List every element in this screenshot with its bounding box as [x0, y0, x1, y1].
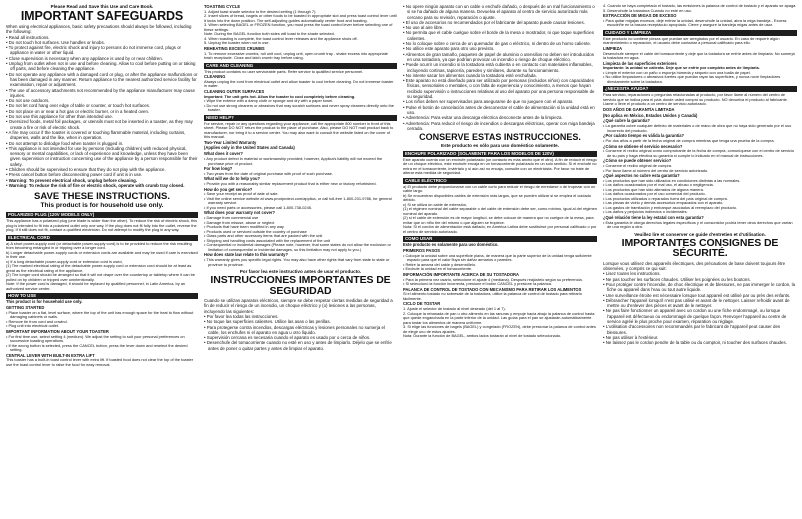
cord-item: a) A short power-supply cord (or detachable power-supply cord) is to be provided to reduce the risk resulting from becoming entangled in or tripping over a longer cord.	[6, 240, 192, 251]
important-info-item: • If the wrong button is selected, press the CANCEL button, press the lever down and reselect the desired setting.	[6, 342, 188, 353]
french-read-note: Veuillez lire et conserver ce guide d'entretien et d'utilisation.	[634, 231, 766, 237]
spanish-cycle-heading: CICLO DE TOSTAR	[403, 301, 441, 307]
warranty-exclusion: • Damage from misuse, abuse or neglect	[204, 219, 275, 225]
cord-item: b) Longer detachable power-supply cords or extension cords are available and may be used if care is exercised in their use.	[6, 249, 198, 260]
warranty-question: What does your warranty not cover?	[204, 210, 275, 216]
spanish-crumbs-heading: EXTRACCIÓN DE MIGAS DE EXCESO	[603, 13, 677, 18]
getting-started-item: • Plug unit into electrical outlet.	[6, 323, 60, 329]
electrical-cord-header: ELECTRICAL CORD	[6, 235, 198, 241]
spanish-info-item: • Si seleccionó la función incorrecta, presione el botón CANCEL y presione la palanca.	[403, 281, 552, 287]
warranty-question: How do you get service?	[204, 186, 253, 192]
french-intro: Lorsque vous utilisez des appareils électriques, des précautions de base doivent toujours être observées, y compris ce qui suit:	[603, 260, 786, 272]
spanish-save-title: CONSERVE ESTAS INSTRUCCIONES.	[419, 132, 581, 143]
french-safeguard-item: • Une surveillance étroite est nécessaire lorsque tout appareil est utilisé par ou près des enfants.	[603, 292, 791, 298]
safeguard-item: • Children should be supervised to ensure that they do not play with the appliance.	[6, 167, 166, 173]
spanish-exterior-warning: Importante: la unidad se calienta. Deje que se enfríe por completo antes de limpiarla.	[603, 65, 760, 71]
toasting-step: 1. Adjust toast shade selector to the desired setting (1 through 7).	[204, 8, 317, 14]
safeguard-warning: • Warning: To reduce the risk of fire or electric shock, operate with crumb tray closed.	[6, 182, 185, 188]
spanish-safeguard-item: • Alimentos de gran tamaño, paquetes de papel de aluminio o utensilios no deben ser introducidos en una tostadora, ya que podrían provocar un incendio o riesgo de choque eléctrico.	[403, 51, 594, 62]
safeguards-intro: When using electrical appliances, basic safety precautions should always be followed, including the following:	[6, 24, 192, 35]
important-info-heading: IMPORTANT INFORMATION ABOUT YOUR TOASTER	[6, 328, 109, 334]
spanish-cable-item: (1) el régimen nominal del cable separable o del cable de extensión debe ser, como mínimo, igual al del régimen nominal del aparato.	[403, 206, 597, 216]
read-save-note: Please Read and Save this Use and Care Book.	[50, 4, 154, 9]
spanish-safeguard-item: • El uso de accesorios no recomendados por el fabricante del aparato puede causar lesiones.	[403, 19, 585, 25]
safeguard-warning: • Warning: To prevent electrical shock, unplug before cleaning.	[6, 177, 138, 183]
household-use-subtitle: This product is for household use only.	[40, 201, 164, 209]
outer-surfaces-item: • Wipe the exterior with a damp cloth or sponge and dry with a paper towel.	[204, 98, 334, 104]
spanish-safeguard-item: • Pulse el botón de cancelación antes de desconectar el cable de alimentación si la unidad está en uso.	[403, 104, 595, 115]
safeguards-list	[6, 35, 198, 189]
how-to-use-header: HOW TO USE	[6, 293, 198, 299]
safeguard-item: • Do not let cord hang over edge of table or counter, or touch hot surfaces.	[6, 103, 151, 109]
spanish-help-header: ¿NECESITA AYUDA?	[603, 86, 797, 92]
spanish-help-text: Para servicio, reparaciones o preguntas relacionadas al producto, por favor llame al número del centro de servicio que se indica para el país donde usted compró su producto. NO devuelva el producto al fabricante. Llame o lleve el producto a un centro de servicio autorizado.	[603, 92, 788, 107]
warranty-answer: • Provide you with a reasonably similar replacement product that is either new or factory refurbished.	[204, 181, 377, 187]
toasting-note: Note: During the BAGEL function both sides will toast to the shade selected.	[204, 31, 335, 37]
spanish-cycle-step: 1. Ajuste el selector de tostado al nivel deseado (del 1 al 7).	[403, 306, 506, 312]
spanish-cleaning-heading: LIMPIEZA	[603, 45, 623, 51]
spanish-info-heading: INFORMACIÓN IMPORTANTE ACERCA DE SU TOSTADORA	[403, 271, 519, 277]
warranty-exclusion: • Shipping and handling costs associated with the replacement of the unit	[204, 237, 330, 243]
safeguard-item: • Press cancel button before disconnecting power cord if unit is in use.	[6, 172, 143, 178]
spanish-warranty-question: ¿Qué aspectos no cubre esta garantía?	[603, 173, 680, 179]
safeguard-item: • The use of accessory attachments not recommended by the appliance manufacturer may cause injuries.	[6, 87, 195, 98]
warranty-answer: • This warranty gives you specific legal rights. You may also have other rights that vary from state to state or province to province.	[204, 257, 390, 267]
save-instructions-title: SAVE THESE INSTRUCTIONS.	[33, 191, 170, 203]
safeguard-item: • Unplug from outlet when not in use and before cleaning. Allow to cool before putting on or taking off parts, and before cleaning the appliance.	[6, 61, 196, 72]
french-safeguard-item: • Ne pas faire fonctionner un appareil avec un cordon ou une fiche endommagé, ou lorsque l'appareil est défectueux ou endommagé de quelque façon. Renvoyer l'appareil au centre de service agréé le plus proche pour examen, réparation ou réglage.	[603, 308, 787, 325]
french-safeguard-item: • Débrancher l'appareil lorsqu'il n'est pas utilisé et avant de le nettoyer. Laisser refroidir avant de mettre ou d'enlever des pièces et avant de le nettoyer.	[603, 297, 790, 309]
spanish-warranty-exclusion: • Los productos utilizados o reparados fuera del país original de compra.	[603, 195, 728, 201]
spanish-warranty-answer: • Esta garantía le otorga derechos legales específicos y el consumidor podría tener otros derechos que varían de una región a otra.	[603, 219, 793, 230]
warranty-answer: • Two years from the date of original purchase with proof of such purchase.	[204, 170, 333, 176]
cord-item: c) If a long detachable power-supply cord or extension cord is used,	[6, 258, 123, 264]
spanish-safeguard-item: • Puede ocurrir un incendio si la tostadora está cubierta o en contacto con materiales inflamables, incluyendo cortinas, tapicería, paredes y similares, durante su funcionamiento.	[403, 62, 593, 73]
spanish-first-step: • Coloque la unidad sobre una superficie plana, de manera que la parte superior de la unidad tenga suficiente espacio para que el calor fluya sin dañar armarios o paredes.	[403, 252, 592, 263]
spanish-safeguard-item: • No use al aire libre.	[403, 25, 444, 31]
safeguard-item: • Do not place on or near a hot gas or electric burner, or in a heated oven.	[6, 108, 150, 114]
spanish-safeguard-item: • Los niños deben ser supervisados para asegurarse de que no jueguen con el aparato.	[403, 99, 574, 105]
spanish-cable-item: a) El producto debe proporcionarse con un cable corto para reducir el riesgo de enredarse o de tropezar con un cable largo.	[403, 183, 596, 194]
spanish-warranty-answer: • Por favor llame al número del centro de servicio autorizado.	[603, 167, 709, 173]
spanish-safeguard-item: • No toque las superficies calientes. Utilice las asas o las perillas.	[204, 319, 331, 325]
crumbs-heading: REHEATING EXCESS CRUMBS	[204, 45, 265, 51]
spanish-warranty-answer: • Conserve el recibo original como comprobante de la fecha de compra, comuníquese con el centro de servicio de su país y haga efectiva su garantía si cumple lo indicado en el manual de instrucciones.	[603, 148, 795, 158]
spanish-warranty-exclusion: • Los gastos de tramitación y embarque asociados al reemplazo del producto.	[603, 204, 737, 210]
getting-started-item: • Place toaster on a flat, level surface, where the top of the unit has enough space for the heat to flow without damaging cabinets or walls.	[6, 309, 194, 320]
spanish-cable-item: c) Si se utiliza un cable de extensión,	[403, 201, 468, 207]
spanish-warranty-question: ¿Por cuánto tiempo es válida la garantía?	[603, 133, 684, 139]
safeguard-item: • Do not use outdoors.	[6, 98, 50, 104]
column-spanish-french	[603, 4, 797, 516]
safeguards-title: IMPORTANT SAFEGUARDS	[20, 9, 184, 23]
warranty-exclusion: • Products that have been modified in any way	[204, 224, 284, 230]
warranty-question: For how long?	[204, 166, 233, 172]
getting-started-heading: GETTING STARTED	[6, 305, 45, 310]
french-safeguard-item: • Ne laissez pas le cordon pendre de la table ou du comptoir, ni toucher des surfaces chaudes.	[603, 340, 787, 346]
french-safeguards-title: IMPORTANTES CONSIGNES DE SÉCURITÉ.	[621, 236, 779, 260]
spanish-safeguard-item: • Este aparato no está diseñado para ser utilizado por personas (incluidos niños) con capacidades físicas, sensoriales o mentales, o con falta de experiencia y conocimiento, a menos que hayan recibido supervisión o instrucciones relativas al uso del aparato por una persona responsable de su seguridad.	[403, 78, 595, 100]
spanish-first-steps-heading: PRIMEROS PASOS	[403, 247, 441, 253]
toasting-step: 4. When toasting is complete, the toast control lever releases and the appliance shuts off.	[204, 35, 358, 41]
spanish-warranty-question: ¿Qué relación tiene la ley estatal con esta garantía?	[603, 214, 704, 220]
safeguard-item: • Oversized foods, metal foil packages, or utensils must not be inserted in a toaster, as they may create a fire or risk of electric shock.	[6, 119, 193, 130]
column-spanish-instructions	[403, 4, 597, 516]
french-safeguard-item: • Ne pas utiliser à l'extérieur.	[603, 334, 659, 340]
crumbs-text: 1. To remove excessive crumbs, roll unit cool, unplug unit, open crumb tray - shake excess into appropriate trash receptacle. Close and latch crumb tray before using.	[204, 50, 388, 61]
spanish-info-item: • Para la primera vez usarlo, seleccione el ajuste 4 (mediana). Después reajústelo según su preferencia.	[403, 276, 583, 282]
safeguard-item: • Do not use this appliance for other than intended use.	[6, 114, 113, 120]
spanish-warranty-question: ¿Cómo se obtiene el servicio necesario?	[603, 143, 683, 149]
spanish-care-header: CUIDADO Y LIMPIEZA	[603, 30, 797, 36]
spanish-safeguard-item: • No intente sacar los alimentos cuando la tostadora esté enchufada.	[403, 72, 537, 78]
warranty-exclusion: • Consequential or incidental damages (Please note, however, that some states do not allow the exclusion or limitation of consequential or incidental damages, so this limitation may not apply to you.)	[204, 242, 391, 252]
spanish-exterior-item: • No utilice limpiadores o abrasivos fuertes que puedan rayar las superficies, y nunca rocíe limpiadores directamente sobre la tostadora.	[603, 74, 781, 84]
need-help-header: NEED HELP?	[204, 115, 397, 121]
spanish-cycle-step: 3. Si elige las funciones de bagels (BAGEL) y congelado (FROZEN), debe presionar la palanca de control antes de elegir uno de estos ajustes.	[403, 324, 596, 334]
spanish-household-line: Este producto es solamente para uso doméstico.	[403, 242, 499, 248]
spanish-safeguard-item: • Para protegerse contra incendios, descargas eléctricas y lesiones personales no sumerja el cable, los enchufes ni el aparato en agua u otro líquido.	[204, 324, 385, 335]
spanish-warranty-exclusion: • Las piezas de vidrio y demás accesorios empacados con el aparato.	[603, 200, 724, 206]
french-safeguard-item: • Lisez toutes les instructions.	[603, 271, 661, 277]
warranty-answer: • If you need parts or accessories, please call 1-800-738-0245.	[204, 204, 312, 210]
spanish-safeguard-item: • No lo coloque sobre o cerca de un quemador de gas o eléctrico, ni dentro de un horno caliente.	[403, 41, 592, 47]
warranty-question: What will we do to help you?	[204, 176, 260, 182]
spanish-warranty-answer: • Por dos años a partir de la fecha original de compra mientras que tenga una prueba de la compra.	[603, 138, 775, 144]
safeguard-item: • This appliance is not intended for use by persons (including children) with reduced physical, sensory or mental capabilities, or lack of experience and knowledge, unless they have been given supervision or instruction concerning use of the appliance by a person responsible for their safety.	[6, 145, 198, 167]
safeguard-item: • Do not operate any appliance with a damaged cord or plug, or after the appliance malfunctions or has been damaged in any manner. Return appliance to the nearest authorized service facility for examination, repair or adjustment.	[6, 71, 198, 88]
warranty-subheading: (Applies only in the United States and Canada)	[204, 145, 295, 151]
spanish-cycle-step: 5. Desenchufe la tostadora Cuando no esté en uso.	[603, 7, 692, 13]
polarized-plug-text: This appliance has a polarized plug (one blade is wider than the other). To reduce the risk of electric shock, this plug is intended to fit into a polarized outlet only one way. If the plug does not fit fully into the outlet, reverse the plug. If it still does not fit, contact a qualified electrician. Do not attempt to modify the plug in any way.	[6, 218, 198, 233]
spanish-cycle-step: 4. Cuando se haya completado el tostado, las emisiones la palanca de control de tostado y el aparato se apaga.	[603, 4, 797, 8]
warranty-question: How does state law relate to this warranty?	[204, 252, 288, 258]
warranty-question: What does it cover?	[204, 151, 243, 157]
spanish-lever-text: Si el alimento tostado no sobresale de la tostadora, utilice la palanca de control de tostado para retirarlo fácilmente.	[403, 291, 582, 301]
cord-item: (2) The longer cord should be arranged so that it will not drape over the countertop or tabletop where it can be pulled on by children or tripped over unintentionally.	[6, 272, 195, 282]
warranty-heading: Two-Year Limited Warranty	[204, 139, 257, 145]
spanish-intro: Cuando se utilizan aparatos eléctricos, siempre se debe respetar ciertas medidas de seguridad a fin de reducir el riesgo de un incendio, un choque eléctrico y (o) lesiones a las personas, incluyendo las siguientes:	[204, 298, 393, 314]
warranty-exclusion: • Damage from commercial use	[204, 215, 259, 221]
spanish-warranty-exclusion: • Los daños ocasionados por el mal uso, el abuso o negligencia.	[603, 182, 714, 188]
spanish-polarized-header: ENCHUFE POLARIZADO (SOLAMENTE PARA LOS MODELOS DE 120V)	[403, 151, 597, 157]
cord-note: Note: If the power cord is damaged, it should be replaced by qualified personnel; in Latin America, by an authorized service center.	[6, 281, 186, 291]
spanish-cycle-note: Nota: Durante la función de BAGEL, ambos lados tostarán al nivel de tostado seleccionado.	[403, 333, 562, 339]
spanish-cable-item: b) Se encuentran disponibles cables de extensión más largos, que se pueden utilizar si se emplea el cuidado debido.	[403, 192, 591, 203]
column-english-use-warranty	[204, 4, 397, 516]
spanish-lever-heading: PALANCA DE CONTROL DE TOSTADO CON MECANISMO PARA RETIRAR LOS ALIMENTOS	[403, 286, 582, 292]
cord-item: (1) The marked electrical rating of the detachable power-supply cord or extension cord should be at least as great as the electrical rating of the appliance,	[6, 263, 192, 273]
outer-surfaces-heading: CLEANING OUTER SURFACES	[204, 88, 265, 94]
important-info-item: • For first time use, select setting 4 (medium). We adjust the setting to suit your personal preferences on successive toasting operations.	[6, 333, 185, 344]
care-text: This product contains no user serviceable parts. Refer service to qualified service personnel.	[204, 68, 364, 74]
spanish-exterior-heading: Limpieza de las superficies exteriores	[603, 60, 677, 66]
polarized-plug-header: POLARIZED PLUG (120V MODELS ONLY)	[6, 212, 198, 218]
getting-started-item: • Remove tie from cord and unwind.	[6, 318, 68, 324]
warranty-exclusion: • Glass parts and other accessory items that are packed with the unit	[204, 233, 323, 239]
central-lever-heading: CENTRAL LEVER WITH BUILT-IN EXTRA LIFT	[6, 352, 95, 358]
central-lever-text: This toaster has a built-in toast control lever with extra lift. If toasted food does not clear the top of the toaster use the toast control lever to raise the food for easy removal.	[6, 357, 194, 367]
spanish-warranty-subheading: (No aplica en México, Estados Unidos y Canadá)	[603, 112, 698, 118]
spanish-polarized-text: Este aparato cuenta con un enchufe polarizado (un contacto es más ancho que el otro). A fin de reducir el riesgo de un choque eléctrico, este enchufe encaja en un tomacorriente polarizado en un solo sentido. Si el enchufe no entra en el tomacorriente, inviértalo y si aún así no encaja, consulte con un electricista. Por favor no trate de alterar esta medida de seguridad.	[403, 156, 597, 176]
safeguard-item: • To protect against fire, electric shock and injury to persons do not immerse cord, plugs or appliance in water or other liquid.	[6, 45, 181, 56]
spanish-warranty-answer: • Conserve el recibo original de compra.	[603, 163, 673, 169]
spanish-cycle-step: 2. Coloque la rebanada de pan u otro alimento en las ranuras y empuje hacia abajo la palanca de control hasta que quede enganchada en la parte inferior de la unidad. Las guías para el pan se ajustarán automáticamente para tostar los alimentos de manera uniforme.	[403, 310, 595, 325]
spanish-how-to-header: COMO USAR	[403, 236, 597, 242]
safeguard-item: • Do not attempt to dislodge food when toaster is plugged in.	[6, 140, 124, 146]
spanish-cable-item: (2) si el cable de extensión es de mayor longitud, se debe colocar de manera que no cuelgue de la mesa, para evitar que un niño tire del mismo o que alguien se tropiece.	[403, 215, 594, 225]
spanish-warranty-exclusion: • Los productos que han sido utilizados en condiciones distintas a las normales.	[603, 177, 741, 183]
warranty-exclusion: • Products used or serviced outside the country of purchase	[204, 228, 307, 234]
safeguard-item: • Read all instructions.	[6, 34, 50, 40]
spanish-exterior-item: • Limpie el exterior con un paño o esponja húmeda y séquelo con una toalla de papel.	[603, 69, 751, 75]
spanish-care-text: Este producto no contiene piezas que puedan ser arreglados por el usuario. En caso de requerir algún mantenimiento o reparación, el usuario debe contactar a personal calificado para ello.	[603, 35, 780, 46]
cleaning-text: Always unplug the cord from electrical outlet and allow toaster to cool before cleaning. Do not immerse toaster in water.	[204, 78, 394, 89]
warranty-answer: • Any product defect in material or workmanship provided; however, Applica's liability will not exceed the purchase price of product.	[204, 156, 383, 166]
french-safeguard-item: • L'utilisation d'accessoires non recommandés par le fabricant de l'appareil peut causer des blessures.	[603, 324, 781, 335]
spanish-crumbs-item: • Para quitar migajas excesos, deje enfriar la unidad, desenchufe la unidad, abra la miga bandeja - Excess escudriñe en la basura receptáculo apropiado. Cierre y asegure la bandeja migas antes de usar.	[603, 17, 787, 28]
safeguard-item: • Do not touch hot surfaces. Use handles or knobs.	[6, 39, 105, 45]
spanish-safeguard-item: • Por favor lea todas las instrucciones.	[204, 313, 279, 319]
cleaning-heading: CLEANING	[204, 74, 226, 80]
safeguard-item: • A fire may occur if the toaster is covered or touching flammable material, including curtains, draperies, walls and the like, when in operation.	[6, 129, 186, 141]
spanish-first-step: • Retire la amarra del cable y desenróllelo.	[403, 261, 477, 267]
spanish-warning: • Advertencia: Para reducir el riesgo de incendios o descargas eléctricas, operar con miga bandeja cerrada.	[403, 120, 595, 131]
french-safeguard-item: • Pour protéger contre l'incendie, de choc électrique et de blessures, ne pas immerger le cordon, la fiche ou appareil dans l'eau ou tout autre liquide.	[603, 281, 796, 293]
outer-surfaces-item: • Do not use strong cleaners or abrasives that may scratch surfaces and never spray cleaners directly onto the toaster.	[204, 102, 394, 113]
spanish-household-subtitle: Este producto es sólo para uso doméstico solamente.	[441, 142, 559, 148]
spanish-safeguard-item: • No opere ningún aparato con un cable o enchufe dañado, o después de un mal funcionamiento o si se ha dañado de alguna manera. Devuelva el aparato al centro de servicio autorizado más cercano para su revisión, reparación o ajuste.	[403, 4, 595, 20]
spanish-cleaning-text: Desenchufe siempre el cable del tomacorriente y deje que la tostadora se enfríe antes de limpiarla. No sumerja la tostadora en agua.	[603, 50, 795, 61]
spanish-safeguard-item: • No utilice este aparato para otro uso previsto.	[403, 46, 495, 52]
need-help-text: For service, repair or any questions regarding your appliance, call the appropriate 800 number in front of this sheet. Please DO NOT return the product to the place of purchase. Also, please DO NOT mail product back to manufacturer, nor bring it to a service center. You may also want to consult the website listed on the cover of this manual.	[204, 120, 394, 140]
toasting-step: 5. Unplug the toaster when not in use.	[204, 40, 270, 46]
toasting-step: 3. When selecting BAGEL or FROZEN function, you must press the toast control lever before selecting one of these settings.	[204, 22, 393, 32]
outer-surfaces-warning: Important: The unit gets hot. Allow the toaster to cool completely before cleaning.	[204, 93, 356, 99]
toasting-step: 2. Insert slices of bread, bagels or other foods to be toasted in appropriate slot and press toast control lever until it locks into the down position. The self-adjusting guides automatically center food and toasting.	[204, 13, 397, 23]
column-english-safeguards	[6, 4, 198, 516]
spanish-warranty-question: ¿Qué cubre la garantía?	[603, 118, 650, 124]
warranty-answer: • Save your receipt as proof of date of sale.	[204, 191, 279, 197]
household-use-line: This product is for household use only.	[6, 299, 83, 305]
spanish-safeguards-title: INSTRUCCIONES IMPORTANTES DE SEGURIDAD	[210, 274, 391, 297]
spanish-cable-note: Nota: Si el cordón de alimentación está dañado, en América Latina debe sustituirse por personal calificado o por el centro de servicio autorizado.	[403, 224, 597, 234]
french-safeguard-item: • Ne pas toucher les surfaces chaudes. Utiliser les poignées ou les boutons.	[603, 276, 751, 282]
spanish-warranty-answer: • La garantía cubre cualquier defecto de materiales o de mano de obra que no haya sido generado por el uso incorrecto del producto.	[603, 123, 792, 133]
spanish-warranty-heading: DOS AÑOS DE GARANTÍA LIMITADA	[603, 106, 675, 112]
spanish-read-note: Por favor lea este instructivo antes de usar el producto.	[239, 269, 362, 275]
spanish-warranty-exclusion: • Los daños y perjuicios indirectos o incidentales.	[603, 209, 688, 215]
spanish-safeguard-item: • Supervisión cercana es necesaria cuando el aparato es usado por o cerca de niños.	[204, 335, 371, 341]
spanish-first-step: • Enchufe la unidad en el tomacorriente.	[403, 266, 473, 272]
care-cleaning-header: CARE AND CLEANING	[204, 63, 397, 69]
spanish-warranty-question: ¿Cómo se puede obtener servicio?	[603, 158, 672, 164]
warranty-answer: • Visit the online service website at www.prodprotect.com/applica, or call toll-free 1-800-231-9786, for general warranty service.	[204, 195, 392, 206]
spanish-safeguard-item: • No permita que el cable cuelgue sobre el borde de la mesa o mostrador, ni que toque superficies calientes.	[403, 30, 594, 41]
toasting-cycle-heading: TOASTING CYCLE	[204, 4, 241, 9]
spanish-warranty-exclusion: • Los daños ocasionados por el uso comercial del producto.	[603, 191, 706, 197]
spanish-warning: • Advertencia: Para evitar una descarga eléctrica desconecte antes de la limpieza.	[403, 115, 563, 121]
spanish-safeguard-item: • Desenchufe del tomacorriente cuando no esté en uso y antes de limpiarlo. Déjelo que se enfríe antes de poner o quitar partes y antes de limpiar el aparato.	[204, 340, 392, 351]
safeguard-item: • Close supervision is necessary when any appliance is used by or near children.	[6, 55, 163, 61]
spanish-cable-header: CABLE ELÉCTRICO	[403, 178, 597, 184]
spanish-warranty-exclusion: • Los productos que han sido alterados de alguna manera.	[603, 186, 704, 192]
